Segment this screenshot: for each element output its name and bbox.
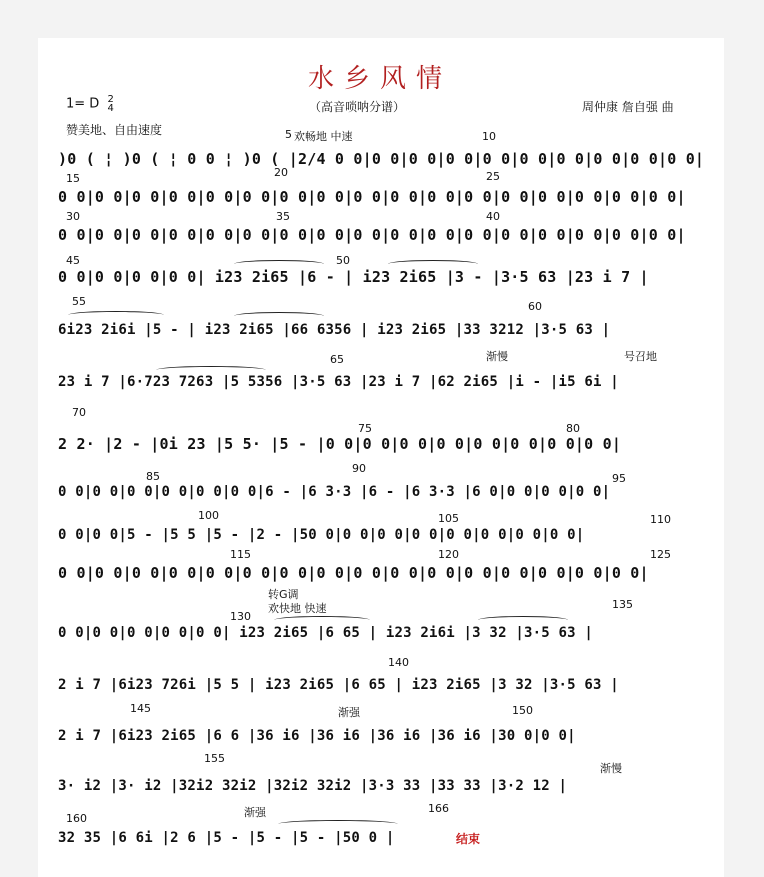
bar-number: 25 xyxy=(486,170,500,183)
notation-line: 32 35 |6 6i |2 6 |5 - |5 - |5 - |50 0 | xyxy=(58,830,395,846)
annotation-joyful-medium: 欢畅地 中速 xyxy=(294,130,353,143)
slur-mark xyxy=(388,260,478,268)
bar-number: 120 xyxy=(438,548,459,561)
slur-mark xyxy=(156,366,266,374)
bar-number: 75 xyxy=(358,422,372,435)
notation-line: 0 0|0 0|0 0|0 0|0 0| i23 2i65 |6 65 | i23 2i6i |3 32 |3·5 63 | xyxy=(58,625,593,641)
notation-line: 2 2· |2 - |0i 23 |5 5· |5 - |0 0|0 0|0 0|0 0|0 0|0 0|0 0|0 0| xyxy=(58,435,622,453)
annotation-gradually-slow: 渐慢 xyxy=(486,350,508,363)
bar-number: 35 xyxy=(276,210,290,223)
notation-line: 0 0|0 0|5 - |5 5 |5 - |2 - |50 0|0 0|0 0|0 0|0 0|0 0|0 0|0 0| xyxy=(58,527,585,543)
slur-mark xyxy=(274,616,370,624)
annotation-modulate: 转G调 xyxy=(268,588,299,601)
score-subtitle: （高音唢呐分谱） xyxy=(309,100,406,114)
key-signature xyxy=(66,95,114,113)
composer: 周仲康 詹自强 曲 xyxy=(582,100,674,114)
score-title: 水乡风情 xyxy=(308,64,453,94)
time-signature xyxy=(107,95,113,113)
notation-line: 0 0|0 0|0 0|0 0|0 0|0 0|0 0|0 0|0 0|0 0|0 0|0 0|0 0|0 0|0 0|0 0| xyxy=(58,564,649,582)
ending-mark: 结束 xyxy=(456,832,481,846)
annotation-crescendo-2: 渐强 xyxy=(244,806,266,819)
bar-number: 115 xyxy=(230,548,251,561)
bar-number: 55 xyxy=(72,295,86,308)
bar-number: 80 xyxy=(566,422,580,435)
bar-number: 155 xyxy=(204,752,225,765)
bar-number: 15 xyxy=(66,172,80,185)
bar-number: 50 xyxy=(336,254,350,267)
bar-number: 70 xyxy=(72,406,86,419)
bar-number: 150 xyxy=(512,704,533,717)
bar-number: 40 xyxy=(486,210,500,223)
bar-number: 145 xyxy=(130,702,151,715)
bar-number: 110 xyxy=(650,513,671,526)
notation-line: 2 i 7 |6i23 726i |5 5 | i23 2i65 |6 65 | i23 2i65 |3 32 |3·5 63 | xyxy=(58,677,619,693)
bar-number: 30 xyxy=(66,210,80,223)
notation-line: 3· i2 |3· i2 |32i2 32i2 |32i2 32i2 |3·3 33 |33 33 |3·2 12 | xyxy=(58,778,568,794)
annotation-gradually-slow-2: 渐慢 xyxy=(600,762,622,775)
notation-line: 2 i 7 |6i23 2i65 |6 6 |36 i6 |36 i6 |36 i6 |36 i6 |30 0|0 0| xyxy=(58,728,576,744)
bar-number: 45 xyxy=(66,254,80,267)
bar-number: 10 xyxy=(482,130,496,143)
key-label: 1= D xyxy=(66,96,100,112)
bar-number: 5 xyxy=(285,128,292,141)
annotation-crescendo: 渐强 xyxy=(338,706,360,719)
bar-number: 90 xyxy=(352,462,366,475)
time-sig-bottom: 4 xyxy=(107,103,114,114)
bar-number: 20 xyxy=(274,166,288,179)
annotation-lively-fast: 欢快地 快速 xyxy=(268,602,327,615)
bar-number: 125 xyxy=(650,548,671,561)
bar-number: 135 xyxy=(612,598,633,611)
slur-mark xyxy=(478,616,568,624)
bar-number: 140 xyxy=(388,656,409,669)
bar-number: 85 xyxy=(146,470,160,483)
bar-number: 65 xyxy=(330,353,344,366)
slur-mark xyxy=(234,260,324,268)
slur-mark xyxy=(278,820,398,828)
notation-line: 0 0|0 0|0 0|0 0|0 0|0 0|0 0|0 0|0 0|0 0|0 0|0 0|0 0|0 0|0 0|0 0|0 0| xyxy=(58,226,686,244)
notation-line: )0 ( ¦ )0 ( ¦ 0 0 ¦ )0 ( |2/4 0 0|0 0|0 0|0 0|0 0|0 0|0 0|0 0|0 0|0 0| xyxy=(58,150,705,168)
bar-number: 160 xyxy=(66,812,87,825)
bar-number: 130 xyxy=(230,610,251,623)
slur-mark xyxy=(234,312,324,320)
notation-line: 6i23 2i6i |5 - | i23 2i65 |66 6356 | i23 2i65 |33 3212 |3·5 63 | xyxy=(58,322,611,338)
notation-line: 0 0|0 0|0 0|0 0| i23 2i65 |6 - | i23 2i65 |3 - |3·5 63 |23 i 7 | xyxy=(58,268,649,286)
score-sheet xyxy=(38,38,724,877)
tempo-intro: 赞美地、自由速度 xyxy=(66,123,163,137)
time-sig-top: 2 xyxy=(107,94,114,105)
notation-line: 23 i 7 |6·723 7263 |5 5356 |3·5 63 |23 i 7 |62 2i65 |i - |i5 6i | xyxy=(58,374,619,390)
bar-number: 105 xyxy=(438,512,459,525)
bar-number: 95 xyxy=(612,472,626,485)
notation-line: 0 0|0 0|0 0|0 0|0 0|0 0|6 - |6 3·3 |6 - |6 3·3 |6 0|0 0|0 0|0 0| xyxy=(58,484,611,500)
slur-mark xyxy=(68,311,164,319)
annotation-summon: 号召地 xyxy=(624,350,657,363)
notation-line: 0 0|0 0|0 0|0 0|0 0|0 0|0 0|0 0|0 0|0 0|0 0|0 0|0 0|0 0|0 0|0 0|0 0| xyxy=(58,188,686,206)
bar-number: 60 xyxy=(528,300,542,313)
bar-number: 100 xyxy=(198,509,219,522)
bar-number: 166 xyxy=(428,802,449,815)
